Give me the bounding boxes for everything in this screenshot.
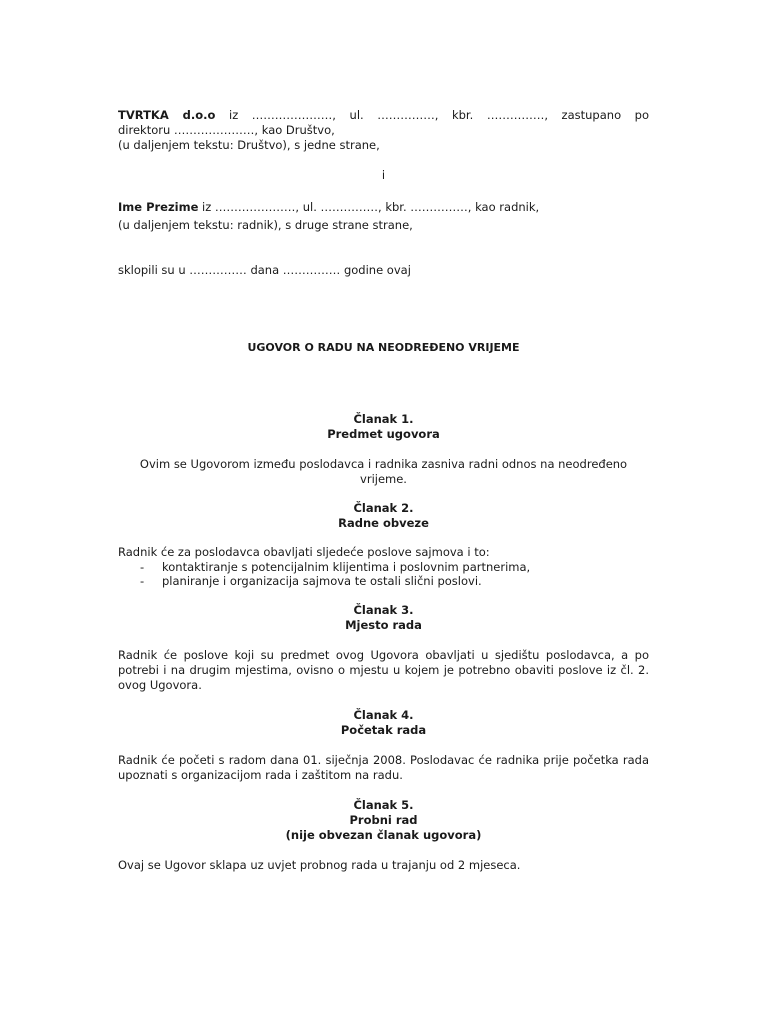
document-page — [118, 108, 649, 873]
list-item — [118, 560, 649, 574]
article-3-title: Mjesto rada — [345, 618, 422, 632]
article-3-text: Radnik će poslove koji su predmet ovog Ugovora obavljati u sjedištu poslodavca, a po potrebi i na drugim mjestima, ovisno o mjestu u kojem je potrebno obaviti poslove iz čl. 2. ovog Ugovora. — [118, 648, 649, 692]
connector-text: i — [381, 168, 386, 182]
party1-line3: (u daljenjem tekstu: Društvo), s jedne strane, — [118, 138, 380, 152]
party2-line1-text: iz …………………, ul. ……………, kbr. ……………, kao radnik, — [198, 200, 540, 214]
article-2-number: Članak 2. — [353, 501, 414, 515]
party1-line2: direktoru …………………, kao Društvo, — [118, 123, 335, 137]
article-2-bullet-1: kontaktiranje s potencijalnim klijentima i poslovnim partnerima, — [162, 560, 531, 574]
article-2-title: Radne obveze — [338, 516, 429, 530]
article-4-text: Radnik će početi s radom dana 01. siječnja 2008. Poslodavac će radnika prije početka rada upoznati s organizacijom rada i zaštitom na radu. — [118, 753, 649, 782]
article-2-bullet-2: planiranje i organizacija sajmova te ostali slični poslovi. — [162, 574, 482, 588]
article-2-bullet-list — [118, 560, 649, 588]
party1-name: TVRTKA d.o.o — [118, 108, 216, 122]
article-5-title: Probni rad — [349, 813, 418, 827]
article-3-number: Članak 3. — [353, 603, 414, 617]
party2-name: Ime Prezime — [118, 200, 199, 214]
article-1-text: Ovim se Ugovorom između poslodavca i radnika zasniva radni odnos na neodređeno vrijeme. — [139, 457, 628, 486]
concluded-line: sklopili su u …………… dana …………… godine ovaj — [118, 263, 411, 277]
dash-marker: - — [140, 560, 145, 574]
article-2-text: Radnik će za poslodavca obavljati sljedeće poslove sajmova i to: — [118, 545, 490, 559]
party2-line2: (u daljenjem tekstu: radnik), s druge strane strane, — [118, 218, 413, 232]
party1-line1 — [118, 108, 649, 123]
article-5-number: Članak 5. — [353, 798, 414, 812]
article-4-number: Članak 4. — [353, 708, 414, 722]
article-5-subtitle: (nije obvezan članak ugovora) — [285, 828, 482, 842]
article-1-number: Članak 1. — [353, 412, 414, 426]
party1-line1-text: iz …………………, ul. ……………, kbr. ……………, zastupano po — [215, 108, 650, 122]
article-5-text: Ovaj se Ugovor sklapa uz uvjet probnog rada u trajanju od 2 mjeseca. — [118, 858, 521, 872]
party2-line1 — [118, 200, 649, 215]
list-item — [118, 574, 649, 588]
article-4-title: Početak rada — [340, 723, 427, 737]
dash-marker: - — [140, 574, 145, 588]
contract-title: UGOVOR O RADU NA NEODREĐENO VRIJEME — [247, 341, 520, 354]
article-1-title: Predmet ugovora — [327, 427, 440, 441]
